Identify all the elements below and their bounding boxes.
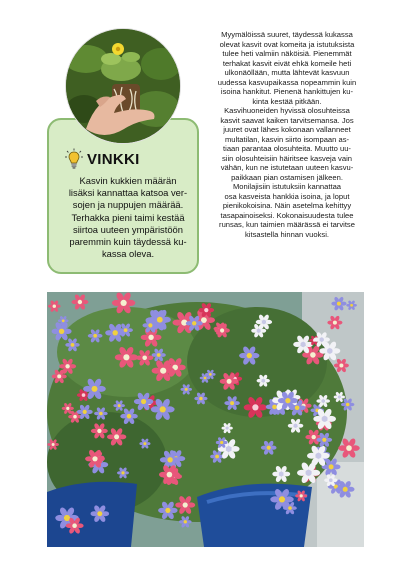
flower-pot-illustration <box>47 292 364 547</box>
body-line: juuret ovat lähes kokonaan vallanneet <box>223 125 351 134</box>
tip-line: kassa oleva. <box>101 248 155 260</box>
body-line: ulkonäöllään, mutta lähtevät kasvuun <box>224 68 350 77</box>
tip-header <box>65 148 140 170</box>
body-line: uudessa kasvupaikassa nopeammin kuin <box>217 77 357 87</box>
body-line: pienikokoisina. Näin asetelma kehittyy <box>222 201 352 210</box>
body-line: osa kasveista hankkia isoina, ja loput <box>224 191 350 201</box>
seedling-photo <box>66 29 180 143</box>
body-line: kasvit saavat kaiken tarvitsemansa. Jos <box>220 115 354 125</box>
body-line: tulee heti valmiin näköisiä. Pienemmät <box>222 49 352 58</box>
body-text-column <box>207 30 367 239</box>
tip-line: Terhakka pieni taimi kestää <box>71 211 185 223</box>
body-line: multatilan, kasvin siirto isompaan as- <box>224 134 350 144</box>
tip-text <box>63 175 193 260</box>
tip-line: sojen ja nuppujen määrää. <box>72 199 184 211</box>
body-line: terhakat kasvit eivät ehkä komeile heti <box>222 58 352 68</box>
lightbulb-icon <box>65 148 83 170</box>
seedling-photo-illustration <box>66 29 180 143</box>
body-line: Kasvihuoneiden hyvissä olosuhteissa <box>224 106 350 115</box>
body-line: olevat kasvit ovat komeita ja istutuksista <box>219 39 355 49</box>
body-line: runsas, kun taimien määrässä ei tarvitse <box>219 220 355 229</box>
body-line: Myymälöissä suuret, täydessä kukassa <box>221 30 353 39</box>
body-line: tiaan parantaa olosuhteita. Muutto uu- <box>223 144 351 153</box>
tip-line: Kasvin kukkien määrän <box>79 175 177 186</box>
body-line: vähän, kun ne istutetaan uuteen kasvu- <box>220 163 354 172</box>
body-line: tasapainoiseksi. Kokonaisuudesta tulee <box>220 210 354 220</box>
body-line: kitsastella hinnan vuoksi. <box>245 229 329 239</box>
body-line: siin olosuhteisiin häiritsee kasveja vain <box>221 153 352 163</box>
flower-pot-photo <box>47 292 364 547</box>
body-line: kinta kestää pitkään. <box>252 96 322 106</box>
body-line: isoina hankitut. Pienenä hankittujen ku- <box>220 87 354 96</box>
body-line: Monilajisiin istutuksiin kannattaa <box>232 182 342 191</box>
tip-line: lisäksi kannattaa katsoa ver- <box>68 187 188 199</box>
tip-line: siirtoa uuteen ympäristöön <box>73 223 183 235</box>
body-line: paikkaan pian ostamisen jälkeen. <box>231 172 343 182</box>
tip-title: VINKKI <box>87 150 140 168</box>
tip-line: paremmin kuin täydessä ku- <box>69 236 187 248</box>
